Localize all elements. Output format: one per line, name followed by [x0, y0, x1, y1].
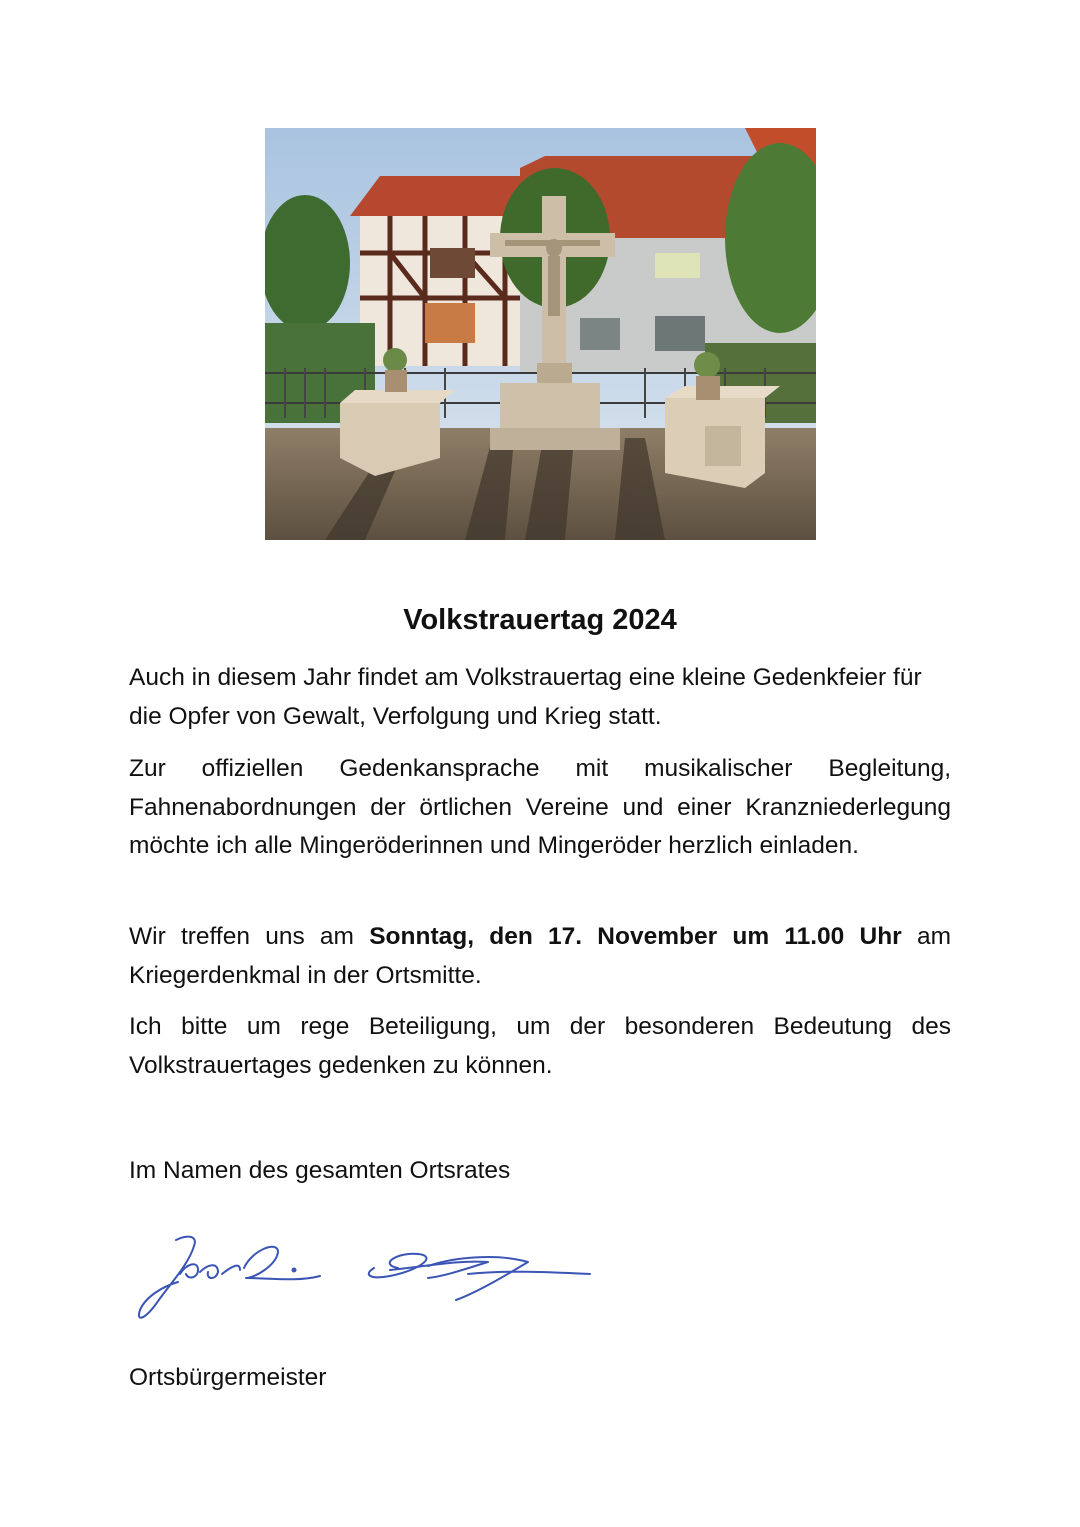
meeting-date-time: Sonntag, den 17. November um 11.00 Uhr: [369, 923, 902, 950]
signer-role: Ortsbürgermeister: [129, 1364, 327, 1391]
paragraph-intro: Auch in diesem Jahr findet am Volkstrauertag eine kleine Gedenkfeier für die Opfer von Gewalt, Verfolgung und Krieg statt.: [129, 664, 922, 730]
meeting-text-post: am Kriegerdenkmal in der Ortsmitte.: [129, 923, 951, 989]
meeting-text-pre: Wir treffen uns am: [129, 923, 370, 950]
memorial-photo: [265, 128, 816, 540]
closing-line: Im Namen des gesamten Ortsrates: [129, 1157, 511, 1184]
handwritten-signature: [128, 1226, 608, 1336]
paragraph-meeting: [129, 918, 951, 995]
paragraph-request: Ich bitte um rege Beteiligung, um der besonderen Bedeutung des Volkstrauertages gedenken zu können.: [129, 1013, 951, 1079]
document-title: Volkstrauertag 2024: [403, 604, 677, 636]
paragraph-invitation: Zur offiziellen Gedenkansprache mit musikalischer Begleitung, Fahnenabordnungen der örtlichen Vereine und einer Kranzniederlegung möchte ich alle Mingeröderinnen und Mingeröder herzlich einladen.: [129, 755, 951, 859]
